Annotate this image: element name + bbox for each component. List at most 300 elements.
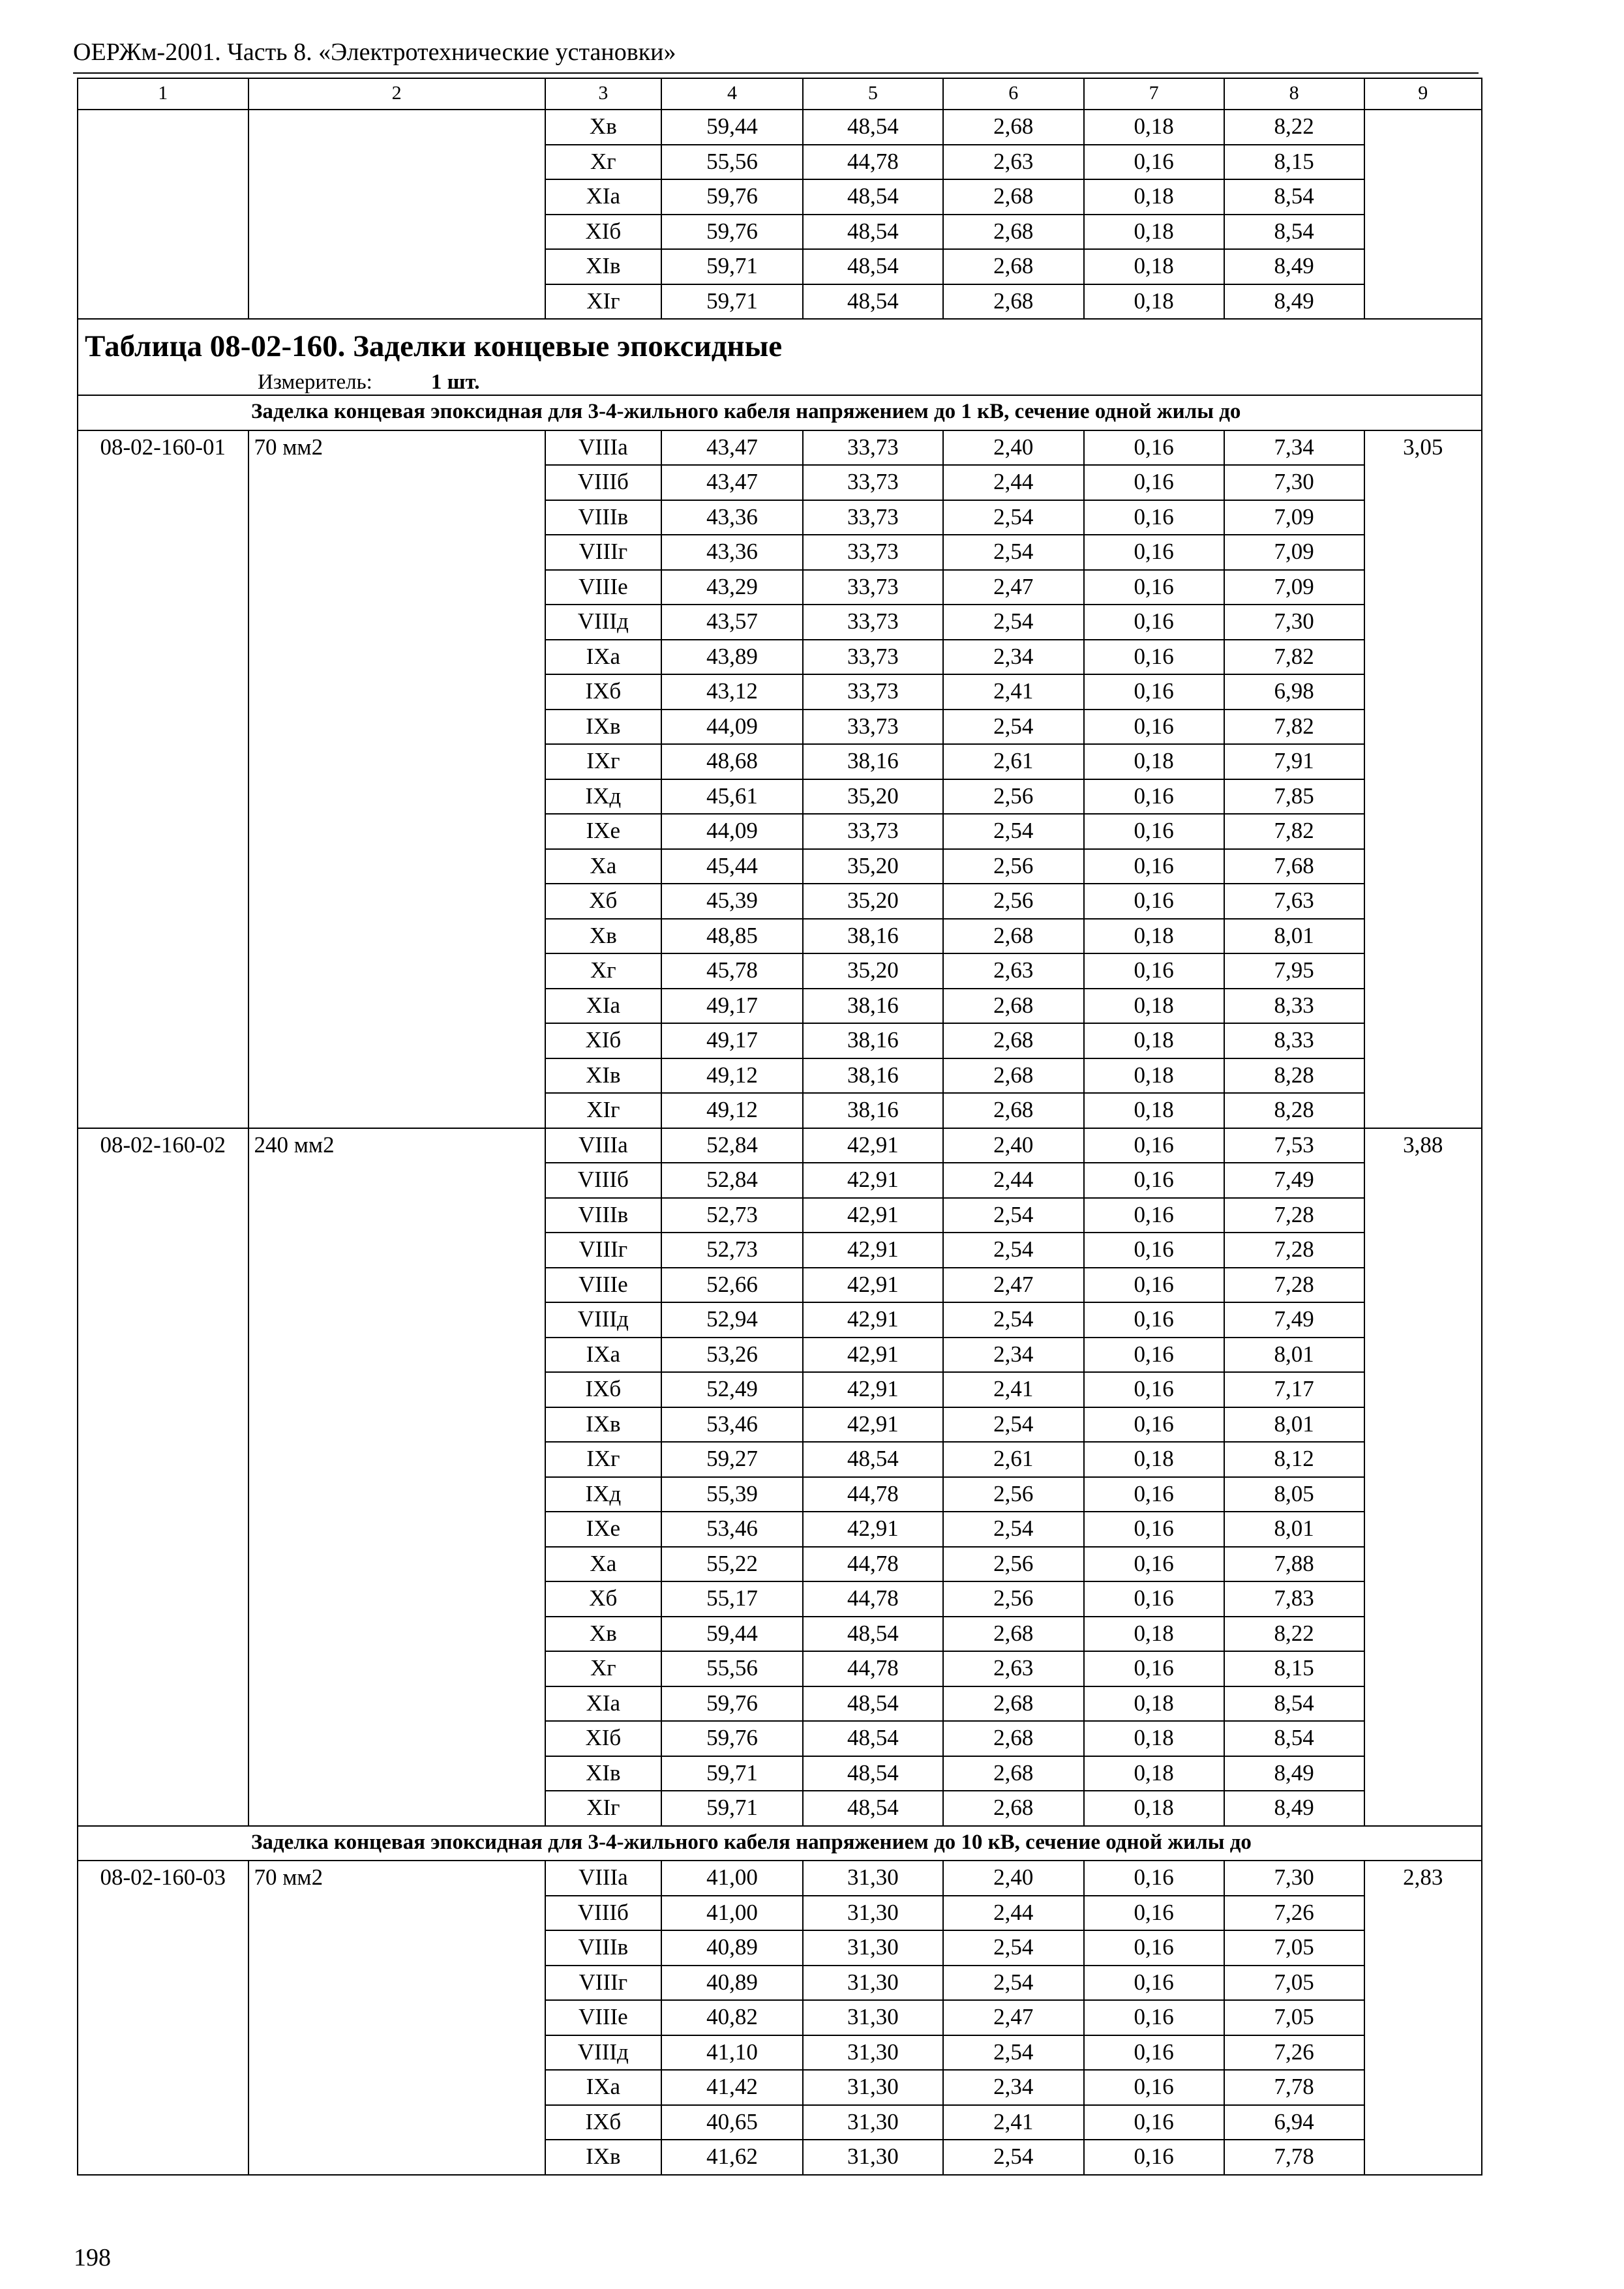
value-cell: 33,73 <box>803 570 943 605</box>
value-cell: 52,84 <box>661 1163 803 1198</box>
value-cell: 0,16 <box>1084 1233 1224 1268</box>
col9-value <box>1364 110 1482 319</box>
value-cell: 40,82 <box>661 2000 803 2035</box>
value-cell: 2,54 <box>943 1407 1084 1443</box>
zone-cell: VIIIа <box>545 1861 661 1896</box>
value-cell: 44,78 <box>803 145 943 180</box>
col9-value: 3,05 <box>1364 430 1482 1128</box>
section-title: Заделка концевая эпоксидная для 3-4-жильного кабеля напряжением до 10 кВ, сечение одной жилы до <box>78 1826 1482 1861</box>
value-cell: 2,47 <box>943 1268 1084 1303</box>
value-cell: 48,54 <box>803 1617 943 1652</box>
zone-cell: Xг <box>545 953 661 989</box>
column-number: 5 <box>803 78 943 110</box>
value-cell: 7,30 <box>1224 1861 1364 1896</box>
value-cell: 0,18 <box>1084 215 1224 250</box>
value-cell: 44,78 <box>803 1581 943 1617</box>
value-cell: 0,18 <box>1084 1686 1224 1722</box>
zone-cell: Xг <box>545 145 661 180</box>
zone-cell: XIв <box>545 1058 661 1094</box>
column-number: 3 <box>545 78 661 110</box>
value-cell: 2,68 <box>943 215 1084 250</box>
value-cell: 0,16 <box>1084 849 1224 884</box>
zone-cell: VIIIд <box>545 605 661 640</box>
value-cell: 59,44 <box>661 1617 803 1652</box>
value-cell: 6,94 <box>1224 2105 1364 2140</box>
value-cell: 0,16 <box>1084 640 1224 675</box>
value-cell: 7,09 <box>1224 535 1364 570</box>
value-cell: 42,91 <box>803 1233 943 1268</box>
value-cell: 2,56 <box>943 884 1084 919</box>
value-cell: 8,28 <box>1224 1093 1364 1128</box>
value-cell: 49,12 <box>661 1058 803 1094</box>
rate-code <box>78 110 248 319</box>
value-cell: 0,18 <box>1084 1791 1224 1826</box>
column-number: 1 <box>78 78 248 110</box>
value-cell: 0,16 <box>1084 779 1224 815</box>
value-cell: 8,54 <box>1224 1721 1364 1756</box>
value-cell: 2,56 <box>943 779 1084 815</box>
zone-cell: XIб <box>545 1721 661 1756</box>
value-cell: 0,16 <box>1084 500 1224 535</box>
value-cell: 8,01 <box>1224 919 1364 954</box>
rate-code: 08-02-160-03 <box>78 1861 248 2175</box>
value-cell: 48,54 <box>803 215 943 250</box>
value-cell: 7,49 <box>1224 1302 1364 1338</box>
value-cell: 0,18 <box>1084 179 1224 215</box>
value-cell: 52,49 <box>661 1372 803 1407</box>
value-cell: 2,68 <box>943 1093 1084 1128</box>
value-cell: 2,40 <box>943 1128 1084 1163</box>
value-cell: 0,16 <box>1084 884 1224 919</box>
value-cell: 7,05 <box>1224 2000 1364 2035</box>
value-cell: 49,12 <box>661 1093 803 1128</box>
value-cell: 48,85 <box>661 919 803 954</box>
value-cell: 7,68 <box>1224 849 1364 884</box>
value-cell: 59,76 <box>661 179 803 215</box>
value-cell: 0,16 <box>1084 674 1224 710</box>
value-cell: 8,01 <box>1224 1512 1364 1547</box>
value-cell: 6,98 <box>1224 674 1364 710</box>
value-cell: 8,33 <box>1224 1023 1364 1058</box>
value-cell: 45,61 <box>661 779 803 815</box>
value-cell: 2,56 <box>943 1581 1084 1617</box>
zone-cell: IXе <box>545 814 661 849</box>
value-cell: 0,18 <box>1084 744 1224 779</box>
table-title: Таблица 08-02-160. Заделки концевые эпоксидные <box>85 329 783 363</box>
zone-cell: IXв <box>545 710 661 745</box>
column-number: 4 <box>661 78 803 110</box>
value-cell: 40,89 <box>661 1930 803 1966</box>
value-cell: 43,29 <box>661 570 803 605</box>
zone-cell: XIа <box>545 1686 661 1722</box>
value-cell: 2,56 <box>943 1547 1084 1582</box>
value-cell: 0,18 <box>1084 1023 1224 1058</box>
value-cell: 59,71 <box>661 249 803 284</box>
value-cell: 2,68 <box>943 1617 1084 1652</box>
value-cell: 2,68 <box>943 1023 1084 1058</box>
table-heading <box>78 319 1482 395</box>
zone-cell: IXб <box>545 2105 661 2140</box>
value-cell: 7,28 <box>1224 1198 1364 1233</box>
value-cell: 0,18 <box>1084 1617 1224 1652</box>
value-cell: 0,18 <box>1084 110 1224 145</box>
value-cell: 7,63 <box>1224 884 1364 919</box>
value-cell: 7,95 <box>1224 953 1364 989</box>
value-cell: 55,22 <box>661 1547 803 1582</box>
zone-cell: IXе <box>545 1512 661 1547</box>
col9-value: 3,88 <box>1364 1128 1482 1826</box>
value-cell: 48,68 <box>661 744 803 779</box>
section-title: Заделка концевая эпоксидная для 3-4-жильного кабеля напряжением до 1 кВ, сечение одной жилы до <box>78 395 1482 430</box>
value-cell: 8,49 <box>1224 284 1364 320</box>
value-cell: 7,53 <box>1224 1128 1364 1163</box>
value-cell: 2,68 <box>943 1721 1084 1756</box>
zone-cell: XIб <box>545 1023 661 1058</box>
value-cell: 0,16 <box>1084 1581 1224 1617</box>
value-cell: 43,36 <box>661 535 803 570</box>
value-cell: 0,16 <box>1084 1338 1224 1373</box>
col9-value: 2,83 <box>1364 1861 1482 2175</box>
value-cell: 0,16 <box>1084 1512 1224 1547</box>
value-cell: 0,16 <box>1084 535 1224 570</box>
value-cell: 8,01 <box>1224 1338 1364 1373</box>
value-cell: 7,09 <box>1224 570 1364 605</box>
value-cell: 0,16 <box>1084 814 1224 849</box>
table-row <box>78 1861 1482 1896</box>
value-cell: 0,16 <box>1084 1268 1224 1303</box>
value-cell: 2,68 <box>943 919 1084 954</box>
value-cell: 43,47 <box>661 430 803 466</box>
value-cell: 7,30 <box>1224 605 1364 640</box>
value-cell: 42,91 <box>803 1163 943 1198</box>
value-cell: 0,16 <box>1084 605 1224 640</box>
value-cell: 42,91 <box>803 1128 943 1163</box>
value-cell: 33,73 <box>803 465 943 500</box>
rate-code: 08-02-160-01 <box>78 430 248 1128</box>
value-cell: 2,44 <box>943 465 1084 500</box>
value-cell: 2,68 <box>943 989 1084 1024</box>
value-cell: 0,16 <box>1084 145 1224 180</box>
column-number: 8 <box>1224 78 1364 110</box>
value-cell: 45,78 <box>661 953 803 989</box>
value-cell: 52,84 <box>661 1128 803 1163</box>
value-cell: 8,54 <box>1224 179 1364 215</box>
value-cell: 7,88 <box>1224 1547 1364 1582</box>
value-cell: 48,54 <box>803 179 943 215</box>
value-cell: 8,28 <box>1224 1058 1364 1094</box>
value-cell: 0,18 <box>1084 284 1224 320</box>
value-cell: 0,18 <box>1084 249 1224 284</box>
value-cell: 2,68 <box>943 179 1084 215</box>
value-cell: 2,54 <box>943 1198 1084 1233</box>
zone-cell: VIIIв <box>545 1198 661 1233</box>
table-row <box>78 1128 1482 1163</box>
value-cell: 55,17 <box>661 1581 803 1617</box>
value-cell: 7,49 <box>1224 1163 1364 1198</box>
value-cell: 41,42 <box>661 2070 803 2105</box>
value-cell: 31,30 <box>803 2035 943 2071</box>
rate-name <box>248 110 545 319</box>
value-cell: 7,82 <box>1224 814 1364 849</box>
value-cell: 2,34 <box>943 640 1084 675</box>
value-cell: 2,47 <box>943 570 1084 605</box>
value-cell: 7,28 <box>1224 1268 1364 1303</box>
value-cell: 41,00 <box>661 1861 803 1896</box>
zone-cell: Xб <box>545 1581 661 1617</box>
table-row <box>78 110 1482 145</box>
rate-code: 08-02-160-02 <box>78 1128 248 1826</box>
value-cell: 2,68 <box>943 1686 1084 1722</box>
value-cell: 42,91 <box>803 1268 943 1303</box>
zone-cell: Xг <box>545 1651 661 1686</box>
zone-cell: Xв <box>545 110 661 145</box>
zone-cell: VIIIб <box>545 465 661 500</box>
zone-cell: IXв <box>545 1407 661 1443</box>
value-cell: 35,20 <box>803 953 943 989</box>
value-cell: 59,44 <box>661 110 803 145</box>
value-cell: 31,30 <box>803 1930 943 1966</box>
zone-cell: VIIIв <box>545 1930 661 1966</box>
value-cell: 44,09 <box>661 814 803 849</box>
value-cell: 44,09 <box>661 710 803 745</box>
value-cell: 0,18 <box>1084 1721 1224 1756</box>
value-cell: 8,15 <box>1224 145 1364 180</box>
value-cell: 43,89 <box>661 640 803 675</box>
value-cell: 2,54 <box>943 605 1084 640</box>
value-cell: 52,73 <box>661 1233 803 1268</box>
zone-cell: IXб <box>545 674 661 710</box>
value-cell: 0,18 <box>1084 989 1224 1024</box>
value-cell: 59,76 <box>661 1686 803 1722</box>
value-cell: 44,78 <box>803 1477 943 1512</box>
value-cell: 2,47 <box>943 2000 1084 2035</box>
zone-cell: IXб <box>545 1372 661 1407</box>
value-cell: 8,54 <box>1224 1686 1364 1722</box>
column-number-row <box>78 78 1482 110</box>
column-number: 9 <box>1364 78 1482 110</box>
value-cell: 33,73 <box>803 710 943 745</box>
value-cell: 7,09 <box>1224 500 1364 535</box>
zone-cell: VIIIг <box>545 1966 661 2001</box>
value-cell: 0,16 <box>1084 1930 1224 1966</box>
value-cell: 31,30 <box>803 2105 943 2140</box>
table-title-row <box>78 319 1482 395</box>
value-cell: 8,33 <box>1224 989 1364 1024</box>
zone-cell: XIг <box>545 284 661 320</box>
zone-cell: IXв <box>545 2140 661 2175</box>
value-cell: 8,15 <box>1224 1651 1364 1686</box>
value-cell: 48,54 <box>803 284 943 320</box>
zone-cell: XIб <box>545 215 661 250</box>
value-cell: 8,49 <box>1224 1756 1364 1791</box>
value-cell: 0,16 <box>1084 2070 1224 2105</box>
value-cell: 59,71 <box>661 1756 803 1791</box>
zone-cell: IXд <box>545 1477 661 1512</box>
value-cell: 0,16 <box>1084 2035 1224 2071</box>
value-cell: 43,12 <box>661 674 803 710</box>
value-cell: 2,68 <box>943 1791 1084 1826</box>
value-cell: 7,91 <box>1224 744 1364 779</box>
value-cell: 7,05 <box>1224 1930 1364 1966</box>
value-cell: 2,41 <box>943 2105 1084 2140</box>
value-cell: 38,16 <box>803 989 943 1024</box>
zone-cell: XIа <box>545 179 661 215</box>
value-cell: 35,20 <box>803 849 943 884</box>
value-cell: 42,91 <box>803 1372 943 1407</box>
value-cell: 41,62 <box>661 2140 803 2175</box>
table-row <box>78 430 1482 466</box>
value-cell: 0,16 <box>1084 2105 1224 2140</box>
value-cell: 48,54 <box>803 1756 943 1791</box>
value-cell: 2,54 <box>943 1930 1084 1966</box>
value-cell: 2,68 <box>943 284 1084 320</box>
value-cell: 59,71 <box>661 1791 803 1826</box>
zone-cell: VIIIа <box>545 1128 661 1163</box>
value-cell: 0,16 <box>1084 1896 1224 1931</box>
value-cell: 2,54 <box>943 1233 1084 1268</box>
zone-cell: XIв <box>545 1756 661 1791</box>
zone-cell: VIIIе <box>545 2000 661 2035</box>
value-cell: 31,30 <box>803 1861 943 1896</box>
value-cell: 7,26 <box>1224 2035 1364 2071</box>
zone-cell: IXг <box>545 744 661 779</box>
value-cell: 59,71 <box>661 284 803 320</box>
value-cell: 41,10 <box>661 2035 803 2071</box>
header-rule <box>73 72 1479 74</box>
value-cell: 59,76 <box>661 215 803 250</box>
value-cell: 33,73 <box>803 430 943 466</box>
zone-cell: VIIIб <box>545 1896 661 1931</box>
value-cell: 2,68 <box>943 1756 1084 1791</box>
section-row <box>78 395 1482 430</box>
zone-cell: IXг <box>545 1442 661 1477</box>
rate-name: 70 мм2 <box>248 1861 545 2175</box>
value-cell: 0,16 <box>1084 1163 1224 1198</box>
value-cell: 2,63 <box>943 953 1084 989</box>
value-cell: 0,18 <box>1084 919 1224 954</box>
zone-cell: VIIIе <box>545 570 661 605</box>
value-cell: 35,20 <box>803 884 943 919</box>
value-cell: 8,54 <box>1224 215 1364 250</box>
value-cell: 2,54 <box>943 500 1084 535</box>
value-cell: 48,54 <box>803 1721 943 1756</box>
measure-value: 1 шт. <box>430 370 480 394</box>
value-cell: 38,16 <box>803 1093 943 1128</box>
value-cell: 52,94 <box>661 1302 803 1338</box>
value-cell: 0,16 <box>1084 1128 1224 1163</box>
value-cell: 2,44 <box>943 1163 1084 1198</box>
value-cell: 2,61 <box>943 744 1084 779</box>
zone-cell: VIIIд <box>545 2035 661 2071</box>
value-cell: 33,73 <box>803 535 943 570</box>
value-cell: 31,30 <box>803 1966 943 2001</box>
value-cell: 40,89 <box>661 1966 803 2001</box>
value-cell: 2,54 <box>943 1512 1084 1547</box>
value-cell: 48,54 <box>803 1442 943 1477</box>
value-cell: 48,54 <box>803 1791 943 1826</box>
value-cell: 0,16 <box>1084 570 1224 605</box>
zone-cell: VIIIг <box>545 535 661 570</box>
value-cell: 0,16 <box>1084 1302 1224 1338</box>
value-cell: 7,30 <box>1224 465 1364 500</box>
measure-line <box>85 370 1481 395</box>
value-cell: 2,56 <box>943 1477 1084 1512</box>
value-cell: 7,82 <box>1224 640 1364 675</box>
value-cell: 2,34 <box>943 1338 1084 1373</box>
value-cell: 55,39 <box>661 1477 803 1512</box>
value-cell: 2,68 <box>943 1058 1084 1094</box>
value-cell: 48,54 <box>803 1686 943 1722</box>
zone-cell: VIIIг <box>545 1233 661 1268</box>
value-cell: 7,85 <box>1224 779 1364 815</box>
zone-cell: XIв <box>545 249 661 284</box>
value-cell: 7,26 <box>1224 1896 1364 1931</box>
zone-cell: Xв <box>545 1617 661 1652</box>
value-cell: 42,91 <box>803 1198 943 1233</box>
value-cell: 0,16 <box>1084 1477 1224 1512</box>
value-cell: 33,73 <box>803 605 943 640</box>
value-cell: 8,01 <box>1224 1407 1364 1443</box>
value-cell: 2,54 <box>943 710 1084 745</box>
value-cell: 8,49 <box>1224 249 1364 284</box>
zone-cell: VIIIд <box>545 1302 661 1338</box>
value-cell: 8,22 <box>1224 110 1364 145</box>
rate-name: 70 мм2 <box>248 430 545 1128</box>
zone-cell: Xв <box>545 919 661 954</box>
value-cell: 2,41 <box>943 674 1084 710</box>
value-cell: 2,54 <box>943 2035 1084 2071</box>
value-cell: 59,27 <box>661 1442 803 1477</box>
value-cell: 33,73 <box>803 640 943 675</box>
zone-cell: VIIIб <box>545 1163 661 1198</box>
value-cell: 0,16 <box>1084 1861 1224 1896</box>
value-cell: 2,41 <box>943 1372 1084 1407</box>
value-cell: 31,30 <box>803 2140 943 2175</box>
value-cell: 33,73 <box>803 814 943 849</box>
zone-cell: Xб <box>545 884 661 919</box>
value-cell: 38,16 <box>803 1058 943 1094</box>
value-cell: 7,34 <box>1224 430 1364 466</box>
value-cell: 0,16 <box>1084 465 1224 500</box>
value-cell: 31,30 <box>803 2000 943 2035</box>
value-cell: 2,56 <box>943 849 1084 884</box>
value-cell: 43,57 <box>661 605 803 640</box>
page-number: 198 <box>74 2244 111 2271</box>
value-cell: 0,16 <box>1084 1372 1224 1407</box>
zone-cell: IXа <box>545 2070 661 2105</box>
value-cell: 45,39 <box>661 884 803 919</box>
value-cell: 53,26 <box>661 1338 803 1373</box>
column-number: 6 <box>943 78 1084 110</box>
value-cell: 49,17 <box>661 1023 803 1058</box>
value-cell: 8,22 <box>1224 1617 1364 1652</box>
value-cell: 33,73 <box>803 500 943 535</box>
zone-cell: VIIIе <box>545 1268 661 1303</box>
value-cell: 0,18 <box>1084 1058 1224 1094</box>
value-cell: 42,91 <box>803 1512 943 1547</box>
value-cell: 35,20 <box>803 779 943 815</box>
value-cell: 2,68 <box>943 249 1084 284</box>
value-cell: 0,16 <box>1084 1651 1224 1686</box>
zone-cell: XIг <box>545 1093 661 1128</box>
value-cell: 41,00 <box>661 1896 803 1931</box>
value-cell: 42,91 <box>803 1407 943 1443</box>
value-cell: 52,66 <box>661 1268 803 1303</box>
value-cell: 2,40 <box>943 1861 1084 1896</box>
rates-table <box>77 78 1482 2176</box>
value-cell: 0,16 <box>1084 1966 1224 2001</box>
value-cell: 2,54 <box>943 814 1084 849</box>
